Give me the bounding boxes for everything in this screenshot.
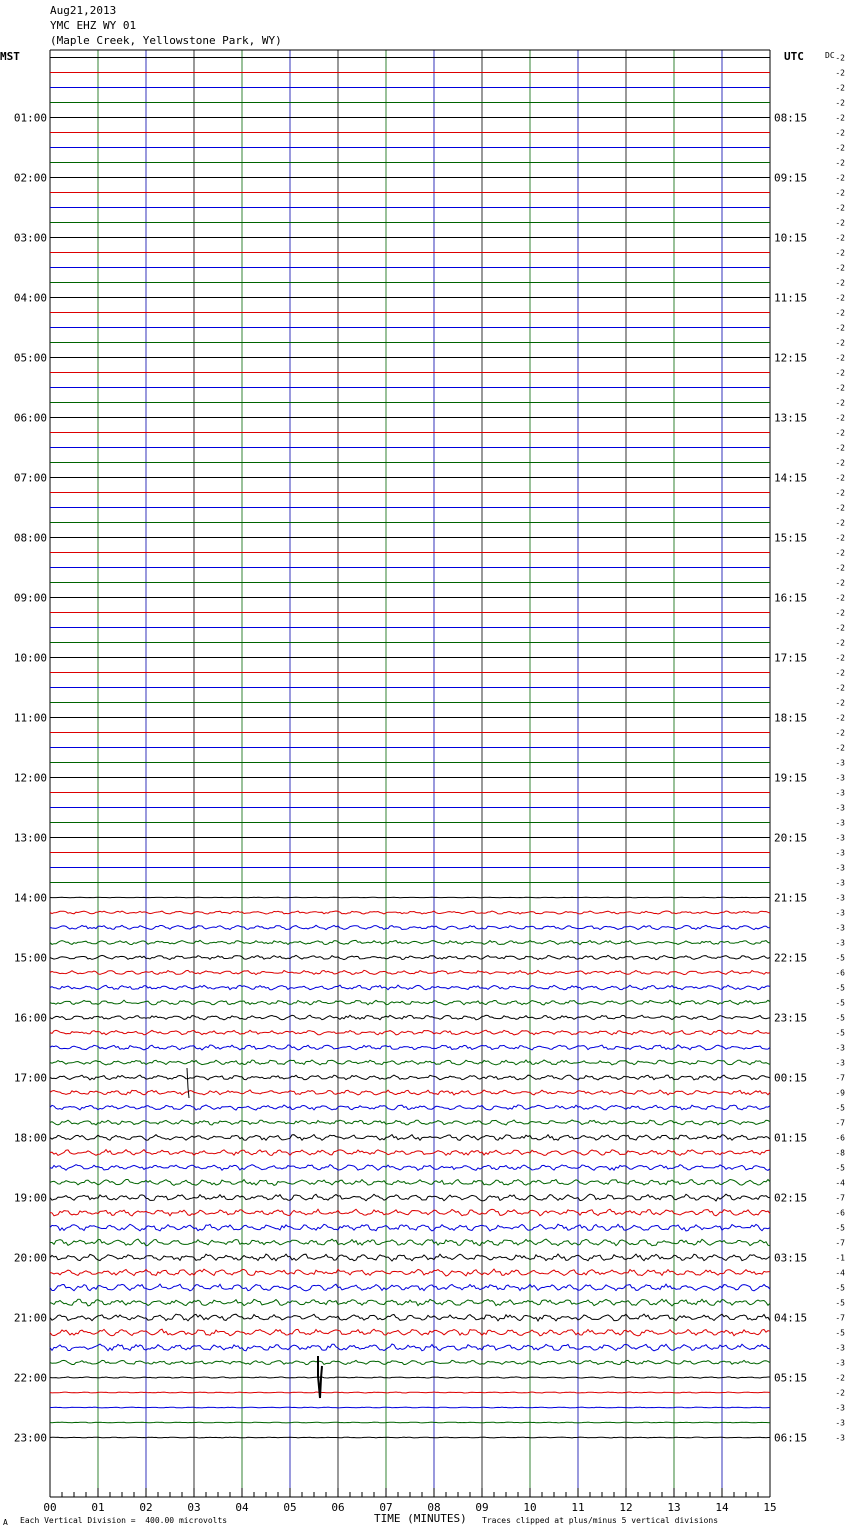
trace-line-69 (50, 1090, 770, 1095)
hour-label-utc: 00:15 (774, 1071, 808, 1085)
trace-line-77 (50, 1209, 770, 1216)
trace-line-79 (50, 1239, 770, 1246)
dc-offset-label: -2 (835, 203, 845, 213)
dc-offset-label: -3 (835, 773, 845, 783)
dc-offset-label: -3 (835, 1043, 845, 1053)
dc-offset-label: -2 (835, 143, 845, 153)
dc-offset-label: -6 (835, 1208, 845, 1218)
trace-line-73 (50, 1150, 770, 1156)
x-tick-label: 08 (427, 1501, 441, 1514)
hour-label-utc: 01:15 (774, 1131, 808, 1145)
hour-label-local: 15:00 (13, 951, 47, 965)
hour-label-local: 19:00 (13, 1191, 47, 1205)
hour-label-local: 09:00 (13, 591, 47, 605)
hour-label-local: 07:00 (13, 471, 47, 485)
dc-offset-label: -3 (835, 923, 845, 933)
x-tick-label: 02 (139, 1501, 153, 1514)
hour-label-utc: 23:15 (774, 1011, 808, 1025)
dc-offset-label: -2 (835, 68, 845, 78)
dc-offset-label: -2 (835, 473, 845, 483)
dc-offset-label: -3 (835, 1403, 845, 1413)
seismic-event-spike-2 (187, 1068, 189, 1098)
dc-offset-label: -7 (835, 1313, 845, 1323)
hour-label-utc: 15:15 (774, 531, 808, 545)
trace-line-60 (50, 955, 770, 959)
dc-offset-label: -3 (835, 1343, 845, 1353)
trace-line-89 (50, 1392, 770, 1393)
trace-line-68 (50, 1075, 770, 1080)
trace-line-67 (50, 1060, 770, 1065)
station-location: (Maple Creek, Yellowstone Park, WY) (50, 34, 282, 47)
dc-offset-label: -2 (835, 113, 845, 123)
trace-line-81 (50, 1269, 770, 1276)
dc-offset-label: -2 (835, 593, 845, 603)
trace-line-78 (50, 1224, 770, 1231)
dc-offset-label: -2 (835, 488, 845, 498)
dc-offset-label: -7 (835, 1118, 845, 1128)
dc-offset-label: -3 (835, 1358, 845, 1368)
trace-line-88 (50, 1377, 770, 1378)
dc-offset-label: -7 (835, 1073, 845, 1083)
hour-label-local: 16:00 (13, 1011, 47, 1025)
hour-label-local: 13:00 (13, 831, 47, 845)
dc-offset-label: -3 (835, 818, 845, 828)
trace-line-86 (50, 1344, 770, 1351)
dc-offset-label: -2 (835, 338, 845, 348)
x-tick-label: 03 (187, 1501, 201, 1514)
trace-line-92 (50, 1437, 770, 1438)
dc-offset-label: -2 (835, 503, 845, 513)
trace-line-80 (50, 1254, 770, 1261)
dc-offset-label: -5 (835, 983, 845, 993)
dc-offset-label: -2 (835, 518, 845, 528)
hour-label-utc: 02:15 (774, 1191, 808, 1205)
x-tick-label: 05 (283, 1501, 297, 1514)
trace-line-64 (50, 1015, 770, 1020)
dc-offset-label: -5 (835, 998, 845, 1008)
dc-offset-label: -5 (835, 1028, 845, 1038)
dc-offset-label: -2 (835, 308, 845, 318)
hour-label-local: 02:00 (13, 171, 47, 185)
dc-offset-label: -2 (835, 563, 845, 573)
dc-offset-label: -2 (835, 83, 845, 93)
hour-label-utc: 09:15 (774, 171, 808, 185)
hour-label-utc: 03:15 (774, 1251, 808, 1265)
station-code: YMC EHZ WY 01 (50, 19, 137, 32)
dc-offset-label: -2 (835, 668, 845, 678)
dc-offset-label: -5 (835, 1283, 845, 1293)
trace-line-82 (50, 1284, 770, 1291)
dc-offset-label: -2 (835, 1373, 845, 1383)
dc-column-label: DC (825, 51, 835, 60)
dc-offset-label: -7 (835, 1193, 845, 1203)
x-tick-label: 13 (667, 1501, 681, 1514)
dc-offset-label: -3 (835, 1418, 845, 1428)
hour-label-local: 01:00 (13, 111, 47, 125)
hour-label-utc: 08:15 (774, 111, 808, 125)
dc-offset-label: -3 (835, 788, 845, 798)
trace-line-91 (50, 1422, 770, 1423)
dc-offset-label: -2 (835, 353, 845, 363)
hour-label-utc: 16:15 (774, 591, 808, 605)
x-tick-label: 10 (523, 1501, 537, 1514)
trace-line-90 (50, 1407, 770, 1408)
hour-label-local: 10:00 (13, 651, 47, 665)
hour-label-utc: 12:15 (774, 351, 808, 365)
dc-offset-label: -2 (835, 743, 845, 753)
utc-time-zone-label: UTC (784, 50, 804, 63)
x-tick-label: 07 (379, 1501, 393, 1514)
hour-label-local: 04:00 (13, 291, 47, 305)
dc-offset-label: -2 (835, 98, 845, 108)
dc-offset-label: -3 (835, 848, 845, 858)
dc-offset-label: -2 (835, 53, 845, 63)
trace-line-70 (50, 1105, 770, 1110)
hour-label-local: 06:00 (13, 411, 47, 425)
dc-offset-label: -2 (835, 158, 845, 168)
dc-offset-label: -2 (835, 578, 845, 588)
dc-offset-label: -2 (835, 533, 845, 543)
hour-label-utc: 05:15 (774, 1371, 808, 1385)
dc-offset-label: -2 (835, 458, 845, 468)
trace-line-76 (50, 1194, 770, 1201)
dc-offset-label: -2 (835, 398, 845, 408)
x-tick-label: 14 (715, 1501, 729, 1514)
dc-offset-label: -2 (835, 443, 845, 453)
trace-line-57 (50, 911, 770, 914)
hour-label-local: 21:00 (13, 1311, 47, 1325)
hour-label-local: 12:00 (13, 771, 47, 785)
dc-offset-label: -2 (835, 218, 845, 228)
dc-offset-label: -4 (835, 1178, 845, 1188)
x-tick-label: 01 (91, 1501, 105, 1514)
dc-offset-label: -2 (835, 608, 845, 618)
dc-offset-label: -2 (835, 173, 845, 183)
dc-offset-label: -5 (835, 1163, 845, 1173)
trace-line-74 (50, 1165, 770, 1171)
dc-offset-label: -5 (835, 1013, 845, 1023)
x-tick-label: 11 (571, 1501, 585, 1514)
dc-offset-label: -7 (835, 1238, 845, 1248)
recording-date: Aug21,2013 (50, 4, 117, 17)
dc-offset-label: -2 (835, 278, 845, 288)
dc-offset-label: -6 (835, 1133, 845, 1143)
dc-offset-label: -2 (835, 548, 845, 558)
trace-line-85 (50, 1329, 770, 1336)
dc-offset-label: -2 (835, 653, 845, 663)
dc-offset-label: -2 (835, 683, 845, 693)
dc-offset-label: -2 (835, 713, 845, 723)
dc-offset-label: -5 (835, 1328, 845, 1338)
dc-offset-label: -2 (835, 1388, 845, 1398)
dc-offset-label: -2 (835, 128, 845, 138)
trace-line-65 (50, 1030, 770, 1035)
dc-offset-label: -2 (835, 368, 845, 378)
trace-line-63 (50, 1000, 770, 1005)
dc-offset-label: -2 (835, 623, 845, 633)
hour-label-utc: 18:15 (774, 711, 808, 725)
x-tick-label: 12 (619, 1501, 633, 1514)
dc-offset-label: -6 (835, 968, 845, 978)
dc-offset-label: -3 (835, 1433, 845, 1443)
hour-label-utc: 10:15 (774, 231, 808, 245)
trace-line-66 (50, 1045, 770, 1050)
dc-offset-label: -2 (835, 188, 845, 198)
x-tick-label: 06 (331, 1501, 345, 1514)
dc-offset-label: -2 (835, 248, 845, 258)
scale-note: Each Vertical Division = 400.00 microvolts (20, 1516, 228, 1525)
dc-offset-label: -1 (835, 1253, 845, 1263)
dc-offset-label: -5 (835, 1103, 845, 1113)
dc-offset-label: -3 (835, 1058, 845, 1068)
trace-line-84 (50, 1314, 770, 1321)
hour-label-utc: 04:15 (774, 1311, 808, 1325)
dc-offset-label: -3 (835, 863, 845, 873)
dc-offset-label: -3 (835, 938, 845, 948)
dc-offset-label: -5 (835, 953, 845, 963)
trace-line-71 (50, 1120, 770, 1125)
dc-offset-label: -2 (835, 728, 845, 738)
hour-label-local: 23:00 (13, 1431, 47, 1445)
dc-offset-label: -4 (835, 1268, 845, 1278)
dc-offset-label: -2 (835, 413, 845, 423)
hour-label-local: 11:00 (13, 711, 47, 725)
dc-offset-label: -3 (835, 878, 845, 888)
hour-label-local: 18:00 (13, 1131, 47, 1145)
hour-label-utc: 20:15 (774, 831, 808, 845)
trace-line-75 (50, 1180, 770, 1186)
dc-offset-label: -2 (835, 428, 845, 438)
hour-label-utc: 21:15 (774, 891, 808, 905)
trace-line-62 (50, 985, 770, 990)
local-time-zone-label: MST (0, 50, 20, 63)
dc-offset-label: -2 (835, 638, 845, 648)
x-tick-label: 00 (43, 1501, 57, 1514)
hour-label-local: 08:00 (13, 531, 47, 545)
hour-label-utc: 13:15 (774, 411, 808, 425)
hour-label-local: 03:00 (13, 231, 47, 245)
trace-line-83 (50, 1299, 770, 1306)
hour-label-local: 17:00 (13, 1071, 47, 1085)
dc-offset-label: -2 (835, 698, 845, 708)
dc-offset-label: -9 (835, 1088, 845, 1098)
hour-label-utc: 19:15 (774, 771, 808, 785)
dc-offset-label: -8 (835, 1148, 845, 1158)
clip-note: Traces clipped at plus/minus 5 vertical divisions (482, 1516, 719, 1525)
trace-line-72 (50, 1135, 770, 1141)
hour-label-utc: 17:15 (774, 651, 808, 665)
footer-corner-mark: A (3, 1518, 8, 1527)
hour-label-utc: 14:15 (774, 471, 808, 485)
hour-label-local: 14:00 (13, 891, 47, 905)
dc-offset-label: -2 (835, 233, 845, 243)
x-tick-label: 09 (475, 1501, 489, 1514)
dc-offset-label: -3 (835, 833, 845, 843)
hour-label-utc: 22:15 (774, 951, 808, 965)
dc-offset-label: -2 (835, 263, 845, 273)
dc-offset-label: -2 (835, 323, 845, 333)
dc-offset-label: -5 (835, 1298, 845, 1308)
hour-label-local: 22:00 (13, 1371, 47, 1385)
x-tick-label: 15 (763, 1501, 777, 1514)
hour-label-utc: 11:15 (774, 291, 808, 305)
dc-offset-label: -3 (835, 908, 845, 918)
dc-offset-label: -3 (835, 893, 845, 903)
x-tick-label: 04 (235, 1501, 249, 1514)
dc-offset-label: -3 (835, 803, 845, 813)
trace-line-61 (50, 970, 770, 974)
dc-offset-label: -2 (835, 383, 845, 393)
dc-offset-label: -2 (835, 293, 845, 303)
x-axis-title: TIME (MINUTES) (374, 1512, 467, 1525)
hour-label-local: 20:00 (13, 1251, 47, 1265)
trace-line-87 (50, 1360, 770, 1364)
trace-line-58 (50, 925, 770, 929)
dc-offset-label: -3 (835, 758, 845, 768)
hour-label-utc: 06:15 (774, 1431, 808, 1445)
trace-line-59 (50, 940, 770, 944)
dc-offset-label: -5 (835, 1223, 845, 1233)
hour-label-local: 05:00 (13, 351, 47, 365)
